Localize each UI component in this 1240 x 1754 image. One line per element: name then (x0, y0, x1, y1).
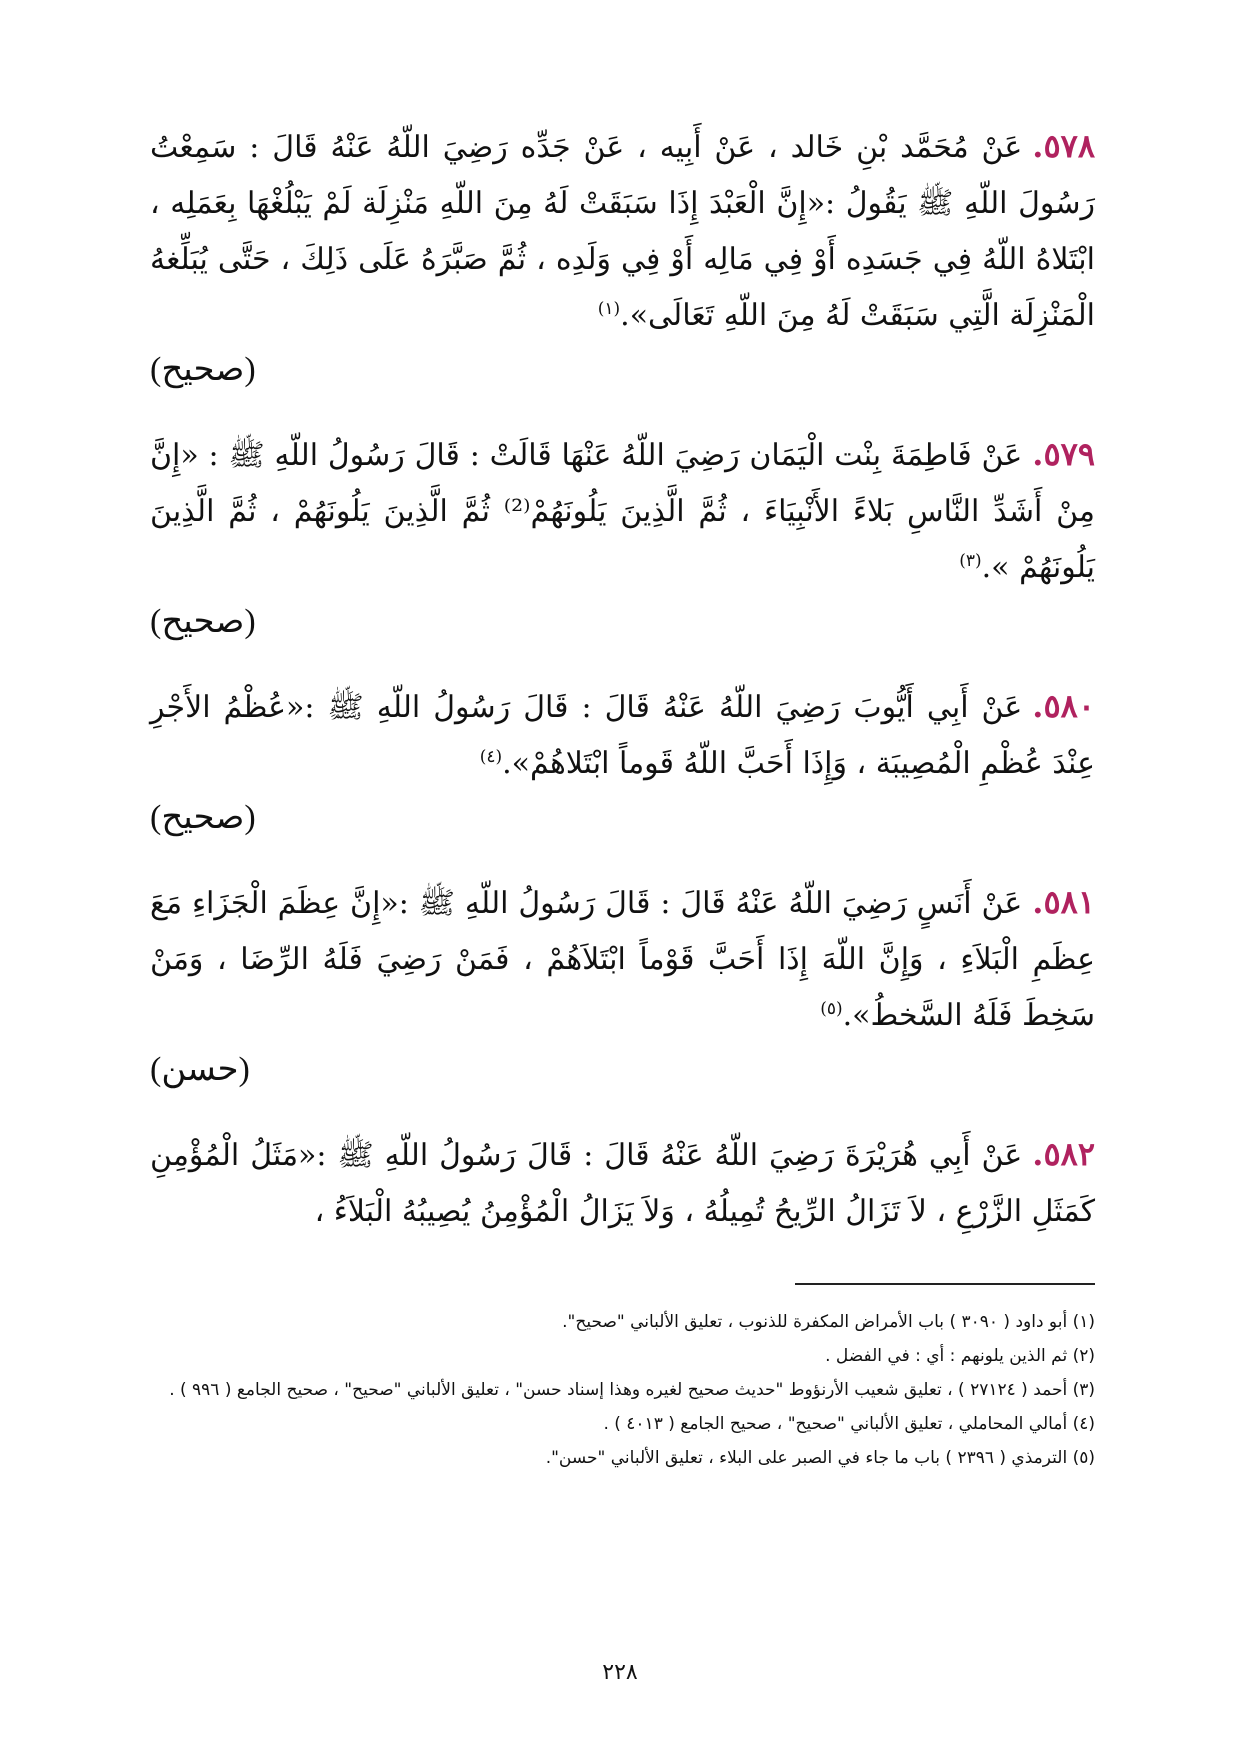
footnote-ref: (٤) (479, 747, 503, 767)
footnote-item: (٢) ثم الذين يلونهم : أي : في الفضل . (825, 1346, 1095, 1366)
hadith-grade: (صحيح) (150, 799, 256, 836)
page-body (150, 118, 1095, 1272)
hadith-582 (150, 1126, 1095, 1240)
footnote-item: (٣) أحمد ( ٢٧١٢٤ ) ، تعليق شعيب الأرنؤوط "حديث صحيح لغيره وهذا إسناد حسن" ، تعليق الألباني "صحيح" ، صحيح الجامع ( ٩٩٦ ) . (169, 1380, 1095, 1400)
hadith-number: ٥٧٩. (1032, 435, 1095, 473)
footnote-ref: (٥) (820, 999, 843, 1019)
page-number: ٢٢٨ (602, 1660, 638, 1685)
hadith-number: ٥٨١. (1032, 883, 1095, 921)
hadith-body: عَنْ أَنَسٍ رَضِيَ اللّهُ عَنْهُ قَالَ : قَالَ رَسُولُ اللّهِ ﷺ :«إِنَّ عِظَمَ الْجَزَاءِ مَعَ عِظَمِ الْبَلاَءِ ، وَإِنَّ اللّهَ إِذَا أَحَبَّ قَوْماً ابْتَلاَهُمْ ، فَمَنْ رَضِيَ فَلَهُ الرِّضَا ، وَمَنْ سَخِطَ فَلَهُ السَّخطُ». (150, 886, 1095, 1033)
hadith-number: ٥٨٢. (1032, 1135, 1095, 1173)
footnote-divider (795, 1283, 1095, 1285)
footnote-item: (٤) أمالي المحاملي ، تعليق الألباني "صحيح" ، صحيح الجامع ( ٤٠١٣ ) . (603, 1414, 1095, 1434)
hadith-body: عَنْ مُحَمَّد بْنِ خَالد ، عَنْ أَبِيه ، عَنْ جَدِّه رَضِيَ اللّهُ عَنْهُ قَالَ : سَمِعْتُ رَسُولَ اللّهِ ﷺ يَقُولُ :«إِنَّ الْعَبْدَ إِذَا سَبَقَتْ لَهُ مِنَ اللّهِ مَنْزِلَة لَمْ يَبْلُغْهَا بِعَمَلِه ، ابْتَلاهُ اللّهُ فِي جَسَدِه أَوْ فِي مَالِه أَوْ فِي وَلَدِه ، ثُمَّ صَبَّرَهُ عَلَى ذَلِكَ ، حَتَّى يُبَلِّغهُ الْمَنْزِلَة الَّتِي سَبَقَتْ لَهُ مِنَ اللّهِ تَعَالَى». (150, 130, 1095, 333)
hadith-body: عَنْ أَبِي هُرَيْرَةَ رَضِيَ اللّهُ عَنْهُ قَالَ : قَالَ رَسُولُ اللّهِ ﷺ :«مَثَلُ الْمُؤْمِنِ كَمَثَلِ الزَّرْعِ ، لاَ تَزَالُ الرِّيحُ تُمِيلُهُ ، وَلاَ يَزَالُ الْمُؤْمِنُ يُصِيبُهُ الْبَلاَءُ ، (150, 1138, 1095, 1229)
hadith-number: ٥٨٠. (1032, 687, 1095, 725)
footnotes-section (150, 1283, 1095, 1475)
hadith-body: عَنْ فَاطِمَةَ بِنْت الْيَمَان رَضِيَ اللّهُ عَنْهَا قَالَتْ : قَالَ رَسُولُ اللّهِ ﷺ : «إِنَّ مِنْ أَشَدِّ النَّاسِ بَلاءً الأَنْبِيَاءَ ، ثُمَّ الَّذِينَ يَلُونَهُمْ⁽²⁾ ثُمَّ الَّذِينَ يَلُونَهُمْ ، ثُمَّ الَّذِينَ يَلُونَهُمْ ». (150, 438, 1096, 585)
hadith-number: ٥٧٨. (1032, 127, 1095, 165)
footnote-list (150, 1305, 1095, 1475)
hadith-text (150, 118, 1095, 344)
footnote-ref: (٣) (959, 551, 982, 571)
hadith-579 (150, 426, 1095, 646)
footnote-item: (١) أبو داود ( ٣٠٩٠ ) باب الأمراض المكفرة للذنوب ، تعليق الألباني "صحيح". (562, 1312, 1095, 1332)
hadith-grade: (صحيح) (150, 351, 256, 388)
hadith-grade: (حسن) (150, 1051, 250, 1088)
footnote-ref: (١) (597, 299, 621, 319)
hadith-580 (150, 678, 1095, 842)
hadith-578 (150, 118, 1095, 394)
hadith-581 (150, 874, 1095, 1094)
hadith-text (150, 1126, 1095, 1240)
footnote-item: (٥) الترمذي ( ٢٣٩٦ ) باب ما جاء في الصبر على البلاء ، تعليق الألباني "حسن". (545, 1448, 1095, 1468)
hadith-text (150, 426, 1095, 596)
hadith-grade: (صحيح) (150, 603, 256, 640)
hadith-text (150, 874, 1095, 1044)
hadith-text (150, 678, 1095, 792)
hadith-body: عَنْ أَبِي أَيُّوبَ رَضِيَ اللّهُ عَنْهُ قَالَ : قَالَ رَسُولُ اللّهِ ﷺ :«عُظْمُ الأَجْرِ عِنْدَ عُظْمِ الْمُصِيبَة ، وَإِذَا أَحَبَّ اللّهُ قَوماً ابْتَلاهُمْ». (150, 690, 1095, 781)
